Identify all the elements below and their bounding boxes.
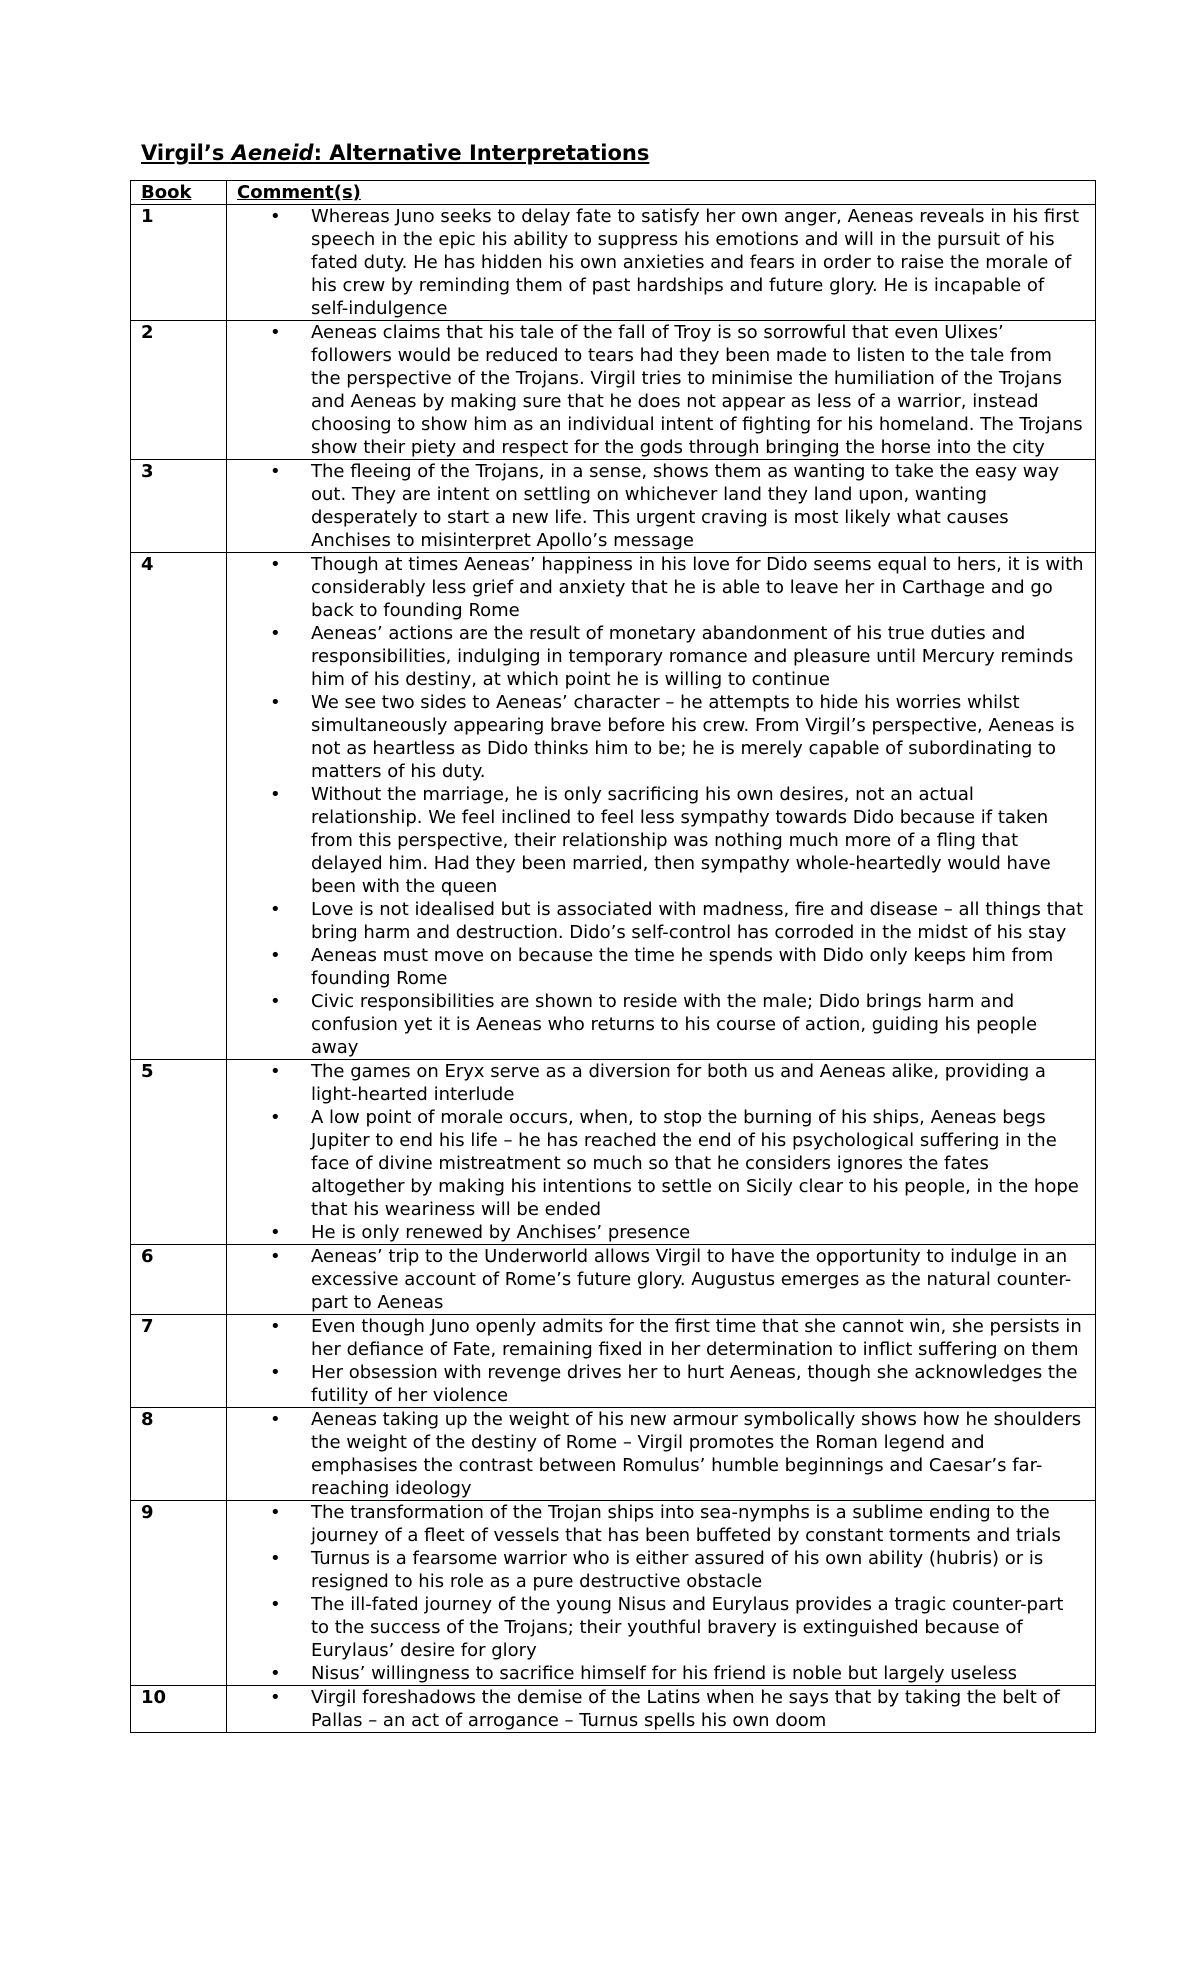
book-number: 6 [131,1245,227,1315]
comments-cell [227,1060,1096,1245]
table-row [131,1245,1096,1315]
comment-list [227,553,1095,1059]
comment-item: • We see two sides to Aeneas’ character – he attempts to hide his worries whilst simultaneously appearing brave before his crew. From Virgil’s perspective, Aeneas is not as heartless as Dido thinks him to be; he is merely capable of subordinating to matters of his duty. [227,691,1095,783]
document-page [130,140,1095,1733]
comments-table [130,180,1096,1733]
document-title [141,140,1095,166]
comment-item: • The transformation of the Trojan ships into sea-nymphs is a sublime ending to the journey of a fleet of vessels that has been buffeted by constant torments and trials [227,1501,1095,1547]
book-number: 5 [131,1060,227,1245]
comment-item: • Aeneas claims that his tale of the fall of Troy is so sorrowful that even Ulixes’ followers would be reduced to tears had they been made to listen to the tale from the perspective of the Trojans. Virgil tries to minimise the humiliation of the Trojans and Aeneas by making sure that he does not appear as less of a warrior, instead choosing to show him as an individual intent of fighting for his homeland. The Trojans show their piety and respect for the gods through bringing the horse into the city [227,321,1095,459]
title-prefix: Virgil’s [141,141,232,165]
comment-item: • The fleeing of the Trojans, in a sense, shows them as wanting to take the easy way out. They are intent on settling on whichever land they land upon, wanting desperately to start a new life. This urgent craving is most likely what causes Anchises to misinterpret Apollo’s message [227,460,1095,552]
book-number: 2 [131,321,227,460]
book-number: 1 [131,205,227,321]
table-row [131,553,1096,1060]
comment-item: • Even though Juno openly admits for the first time that she cannot win, she persists in her defiance of Fate, remaining fixed in her determination to inflict suffering on them [227,1315,1095,1361]
comment-list [227,1408,1095,1500]
book-number: 4 [131,553,227,1060]
comment-item: • Aeneas’ trip to the Underworld allows Virgil to have the opportunity to indulge in an excessive account of Rome’s future glory. Augustus emerges as the natural counter-part to Aeneas [227,1245,1095,1314]
book-number: 9 [131,1501,227,1686]
comment-item: • Aeneas must move on because the time he spends with Dido only keeps him from founding Rome [227,944,1095,990]
book-number: 7 [131,1315,227,1408]
book-number: 8 [131,1408,227,1501]
comment-item: • The ill-fated journey of the young Nisus and Eurylaus provides a tragic counter-part to the success of the Trojans; their youthful bravery is extinguished because of Eurylaus’ desire for glory [227,1593,1095,1662]
table-row [131,1686,1096,1733]
comment-item: • Turnus is a fearsome warrior who is either assured of his own ability (hubris) or is resigned to his role as a pure destructive obstacle [227,1547,1095,1593]
comment-item: • Love is not idealised but is associated with madness, fire and disease – all things that bring harm and destruction. Dido’s self-control has corroded in the midst of his stay [227,898,1095,944]
table-header-row [131,181,1096,205]
header-comments: Comment(s) [227,181,1096,205]
comments-cell [227,321,1096,460]
comment-item: • Aeneas’ actions are the result of monetary abandonment of his true duties and responsibilities, indulging in temporary romance and pleasure until Mercury reminds him of his destiny, at which point he is willing to continue [227,622,1095,691]
table-row [131,1408,1096,1501]
comment-item: • Aeneas taking up the weight of his new armour symbolically shows how he shoulders the weight of the destiny of Rome – Virgil promotes the Roman legend and emphasises the contrast between Romulus’ humble beginnings and Caesar’s far-reaching ideology [227,1408,1095,1500]
comments-cell [227,1686,1096,1733]
comments-cell [227,1315,1096,1408]
comments-cell [227,1501,1096,1686]
comments-cell [227,1408,1096,1501]
comment-item: • Without the marriage, he is only sacrificing his own desires, not an actual relationship. We feel inclined to feel less sympathy towards Dido because if taken from this perspective, their relationship was nothing much more of a fling that delayed him. Had they been married, then sympathy whole-heartedly would have been with the queen [227,783,1095,898]
comment-item: • Though at times Aeneas’ happiness in his love for Dido seems equal to hers, it is with considerably less grief and anxiety that he is able to leave her in Carthage and go back to founding Rome [227,553,1095,622]
title-suffix: : Alternative Interpretations [313,141,650,165]
comment-list [227,1315,1095,1407]
header-book: Book [131,181,227,205]
comment-list [227,1686,1095,1732]
table-row [131,1060,1096,1245]
book-number: 3 [131,460,227,553]
title-italic: Aeneid [231,141,314,165]
comments-cell [227,460,1096,553]
comment-list [227,321,1095,459]
comment-item: • Virgil foreshadows the demise of the Latins when he says that by taking the belt of Pallas – an act of arrogance – Turnus spells his own doom [227,1686,1095,1732]
table-row [131,1501,1096,1686]
table-row [131,460,1096,553]
table-row [131,321,1096,460]
comment-item: • The games on Eryx serve as a diversion for both us and Aeneas alike, providing a light-hearted interlude [227,1060,1095,1106]
comment-item: • Her obsession with revenge drives her to hurt Aeneas, though she acknowledges the futility of her violence [227,1361,1095,1407]
comments-cell [227,205,1096,321]
comment-list [227,1501,1095,1685]
table-body [131,205,1096,1733]
table-row [131,205,1096,321]
comment-item: • Civic responsibilities are shown to reside with the male; Dido brings harm and confusion yet it is Aeneas who returns to his course of action, guiding his people away [227,990,1095,1059]
comment-item: • He is only renewed by Anchises’ presence [227,1221,1095,1244]
comment-list [227,205,1095,320]
comments-cell [227,1245,1096,1315]
comment-list [227,1245,1095,1314]
book-number: 10 [131,1686,227,1733]
table-row [131,1315,1096,1408]
comment-item: • A low point of morale occurs, when, to stop the burning of his ships, Aeneas begs Jupiter to end his life – he has reached the end of his psychological suffering in the face of divine mistreatment so much so that he considers ignores the fates altogether by making his intentions to settle on Sicily clear to his people, in the hope that his weariness will be ended [227,1106,1095,1221]
comment-item: • Whereas Juno seeks to delay fate to satisfy her own anger, Aeneas reveals in his first speech in the epic his ability to suppress his emotions and will in the pursuit of his fated duty. He has hidden his own anxieties and fears in order to raise the morale of his crew by reminding them of past hardships and future glory. He is incapable of self-indulgence [227,205,1095,320]
comment-list [227,1060,1095,1244]
comment-item: • Nisus’ willingness to sacrifice himself for his friend is noble but largely useless [227,1662,1095,1685]
comment-list [227,460,1095,552]
comments-cell [227,553,1096,1060]
